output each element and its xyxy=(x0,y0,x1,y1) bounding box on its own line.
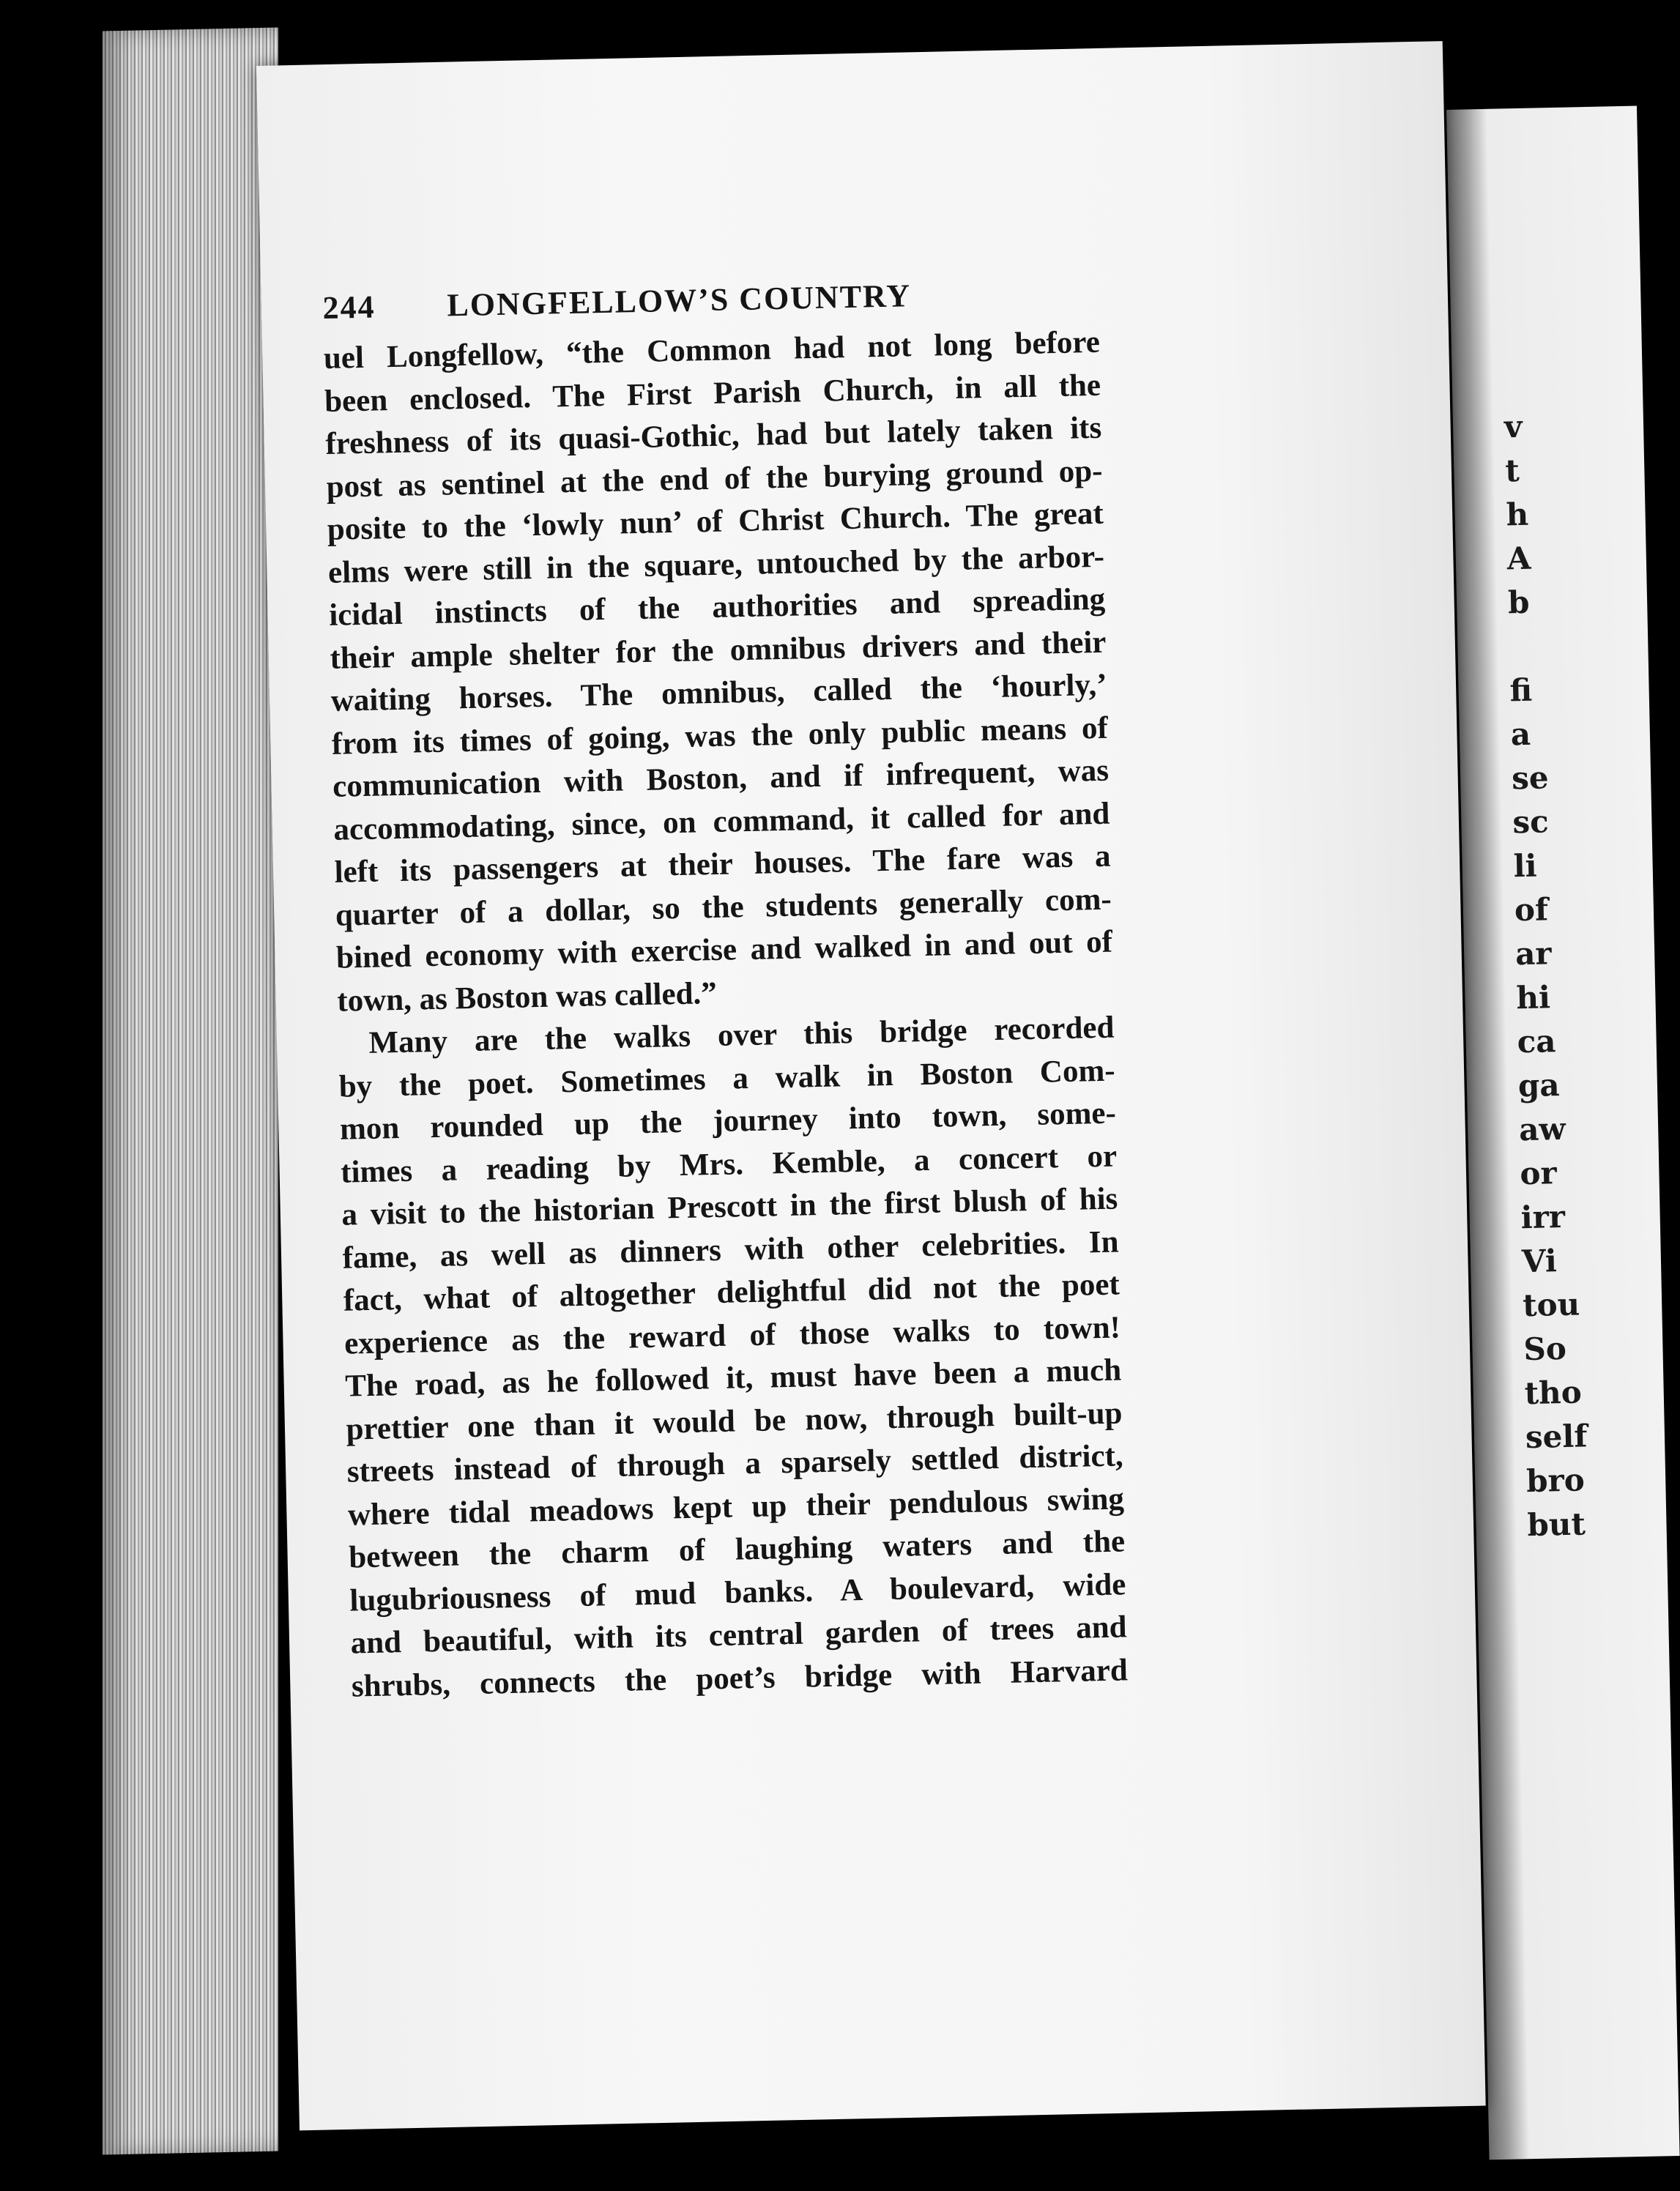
facing-fragment: aw xyxy=(1518,1110,1566,1148)
text-line: where tidal meadows kept up their pendulous swing xyxy=(347,1481,1125,1533)
facing-fragment: li xyxy=(1513,847,1538,885)
facing-fragment: a xyxy=(1510,715,1531,753)
facing-fragment: A xyxy=(1506,540,1531,577)
text-line: lugubriousness of mud banks. A boulevard, wide xyxy=(349,1566,1126,1618)
facing-fragment: ga xyxy=(1517,1067,1561,1104)
text-line: elms were still in the square, untouched by the arbor- xyxy=(327,539,1105,590)
page-number: 244 xyxy=(322,289,376,326)
page-text xyxy=(322,273,1128,1708)
text-line: shrubs, connects the poet’s bridge with Harvard xyxy=(351,1652,1129,1704)
facing-fragment: b xyxy=(1507,584,1530,621)
facing-fragment: but xyxy=(1526,1506,1586,1544)
text-line: streets instead of through a sparsely settled district, xyxy=(346,1438,1124,1489)
text-line: posite to the ‘lowly nun’ of Christ Church. The great xyxy=(327,496,1104,547)
facing-fragment: sc xyxy=(1512,803,1550,841)
facing-fragment: tho xyxy=(1524,1374,1583,1412)
facing-fragment: fi xyxy=(1509,672,1533,709)
facing-fragment: hi xyxy=(1515,979,1551,1016)
facing-fragment: tou xyxy=(1522,1286,1580,1324)
facing-fragment: of xyxy=(1514,891,1549,929)
running-head-title: LONGFELLOW’S COUNTRY xyxy=(446,278,912,324)
facing-fragment: self xyxy=(1525,1418,1588,1456)
text-line: times a reading by Mrs. Kemble, a concert or xyxy=(340,1139,1118,1190)
text-line: freshness of its quasi-Gothic, had but lately taken its xyxy=(324,410,1102,461)
text-line: experience as the reward of those walks to town! xyxy=(343,1309,1121,1361)
text-line: quarter of a dollar, so the students generally com- xyxy=(335,882,1112,933)
text-line: accommodating, since, on command, it called for and xyxy=(332,796,1110,847)
text-line: bined economy with exercise and walked in and out of xyxy=(335,924,1113,975)
text-line: been enclosed. The First Parish Church, in all the xyxy=(324,368,1101,419)
text-line: by the poet. Sometimes a walk in Boston Com- xyxy=(338,1053,1116,1104)
text-line: their ample shelter for the omnibus drivers and their xyxy=(330,625,1107,676)
facing-fragment: or xyxy=(1519,1155,1558,1192)
text-line: fact, what of altogether delightful did not the poet xyxy=(343,1267,1120,1318)
facing-fragment: bro xyxy=(1525,1462,1586,1500)
text-line: Many are the walks over this bridge recorded xyxy=(368,1010,1115,1060)
text-line: left its passengers at their houses. The fare was a xyxy=(334,838,1111,890)
text-line: from its times of going, was the only public means of xyxy=(331,710,1109,762)
facing-fragment: Vi xyxy=(1521,1243,1558,1280)
facing-fragment: h xyxy=(1506,496,1529,533)
text-line: fame, as well as dinners with other celebrities. In xyxy=(342,1224,1119,1276)
facing-page-text-fragments xyxy=(1498,106,1629,1544)
text-line: between the charm of laughing waters and the xyxy=(348,1524,1126,1575)
facing-page xyxy=(1446,106,1680,2160)
text-line: post as sentinel at the end of the burying ground op- xyxy=(326,453,1103,505)
text-line: icidal instincts of the authorities and spreading xyxy=(328,581,1106,633)
facing-fragment: irr xyxy=(1520,1198,1566,1236)
text-line: and beautiful, with its central garden of trees and xyxy=(350,1610,1127,1661)
facing-fragment: ca xyxy=(1517,1023,1556,1060)
stacked-page-edges xyxy=(103,27,278,2154)
facing-fragment: v xyxy=(1504,408,1523,445)
text-line: uel Longfellow, “the Common had not long before xyxy=(323,324,1101,376)
facing-fragment: So xyxy=(1523,1330,1567,1368)
text-line: The road, as he followed it, must have been a much xyxy=(344,1353,1122,1404)
text-line: waiting horses. The omnibus, called the ‘hourly,’ xyxy=(330,667,1108,718)
text-line: a visit to the historian Prescott in the first blush of his xyxy=(341,1181,1118,1232)
text-line: town, as Boston was called.” xyxy=(336,975,718,1019)
text-line: mon rounded up the journey into town, some- xyxy=(339,1096,1117,1147)
facing-fragment: se xyxy=(1511,759,1550,797)
text-line: prettier one than it would be now, through built-up xyxy=(346,1395,1123,1447)
facing-fragment: t xyxy=(1504,453,1520,489)
text-line: communication with Boston, and if infrequent, was xyxy=(332,753,1110,804)
facing-fragment: ar xyxy=(1514,935,1553,972)
